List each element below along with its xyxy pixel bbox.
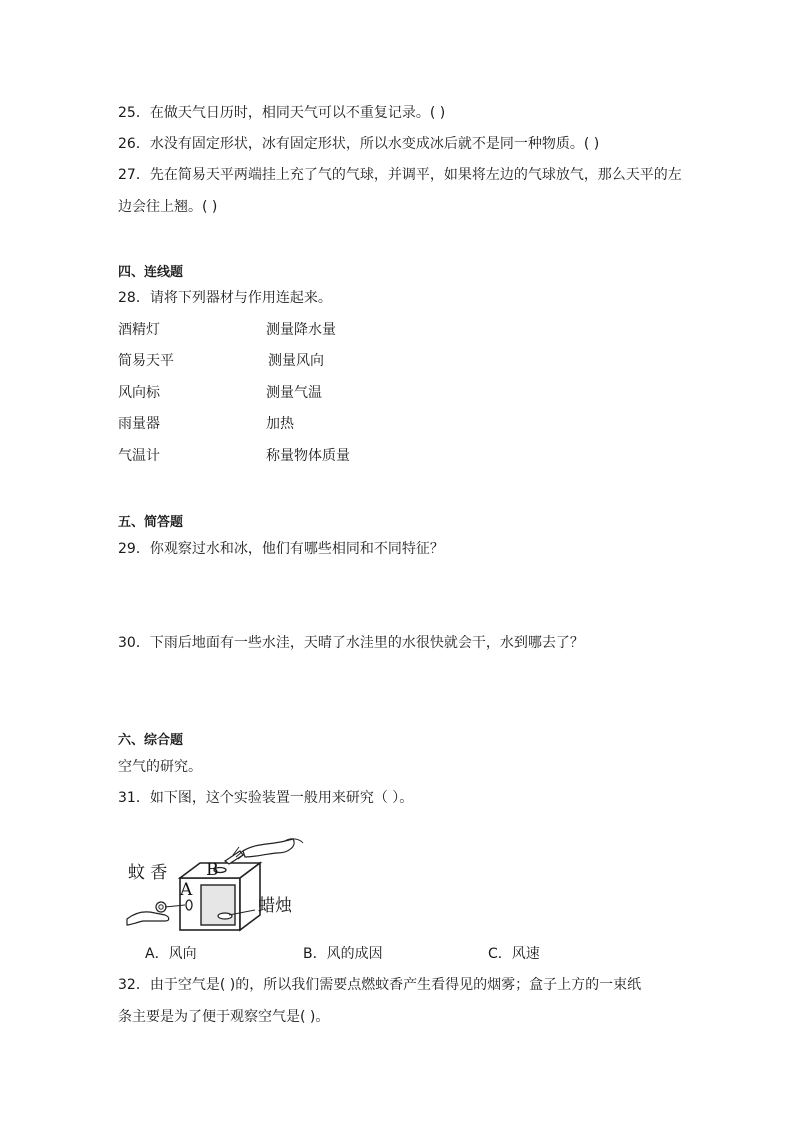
option-b: B．风的成因 — [303, 946, 383, 962]
matching-left-item: 简易天平 — [118, 353, 174, 369]
question-25: 25．在做天气日历时，相同天气可以不重复记录。( ) — [118, 105, 446, 121]
hole-a — [186, 900, 192, 910]
hand-top-shape — [243, 839, 294, 857]
matching-left-item: 气温计 — [118, 448, 160, 464]
label-incense: 蚊 香 — [128, 863, 168, 883]
question-27-line-2: 边会往上翘。( ) — [118, 199, 218, 215]
question-29: 29．你观察过水和冰，他们有哪些相同和不同特征？ — [118, 541, 444, 557]
label-b: B — [206, 860, 219, 880]
question-30: 30．下雨后地面有一些水洼，天晴了水洼里的水很快就会干，水到哪去了？ — [118, 635, 584, 651]
section-heading-comprehensive: 六、综合题 — [118, 733, 184, 748]
matching-right-item: 称量物体质量 — [266, 448, 350, 464]
matching-left-item: 酒精灯 — [118, 322, 160, 338]
question-27-line-1: 27．先在简易天平两端挂上充了气的气球，并调平，如果将左边的气球放气，那么天平的左 — [118, 167, 682, 183]
section-heading-short-answer: 五、简答题 — [118, 515, 184, 530]
question-32-line-2: 条主要是为了便于观察空气是( )。 — [118, 1009, 330, 1025]
hand-bottom-shape — [127, 912, 169, 925]
box-window — [201, 885, 235, 925]
matching-right-item: 测量气温 — [266, 385, 322, 401]
matching-left-item: 风向标 — [118, 385, 160, 401]
section-heading-matching: 四、连线题 — [118, 265, 184, 280]
incense-coil — [156, 902, 166, 912]
label-candle: 蜡烛 — [258, 896, 292, 916]
option-c: C．风速 — [488, 946, 540, 962]
question-28: 28．请将下列器材与作用连起来。 — [118, 290, 332, 306]
matching-right-item: 测量风向 — [268, 353, 324, 369]
question-26: 26．水没有固定形状，冰有固定形状，所以水变成冰后就不是同一种物质。( ) — [118, 136, 600, 152]
matching-left-item: 雨量器 — [118, 416, 160, 432]
matching-right-item: 加热 — [266, 416, 294, 432]
candle-shape — [218, 913, 232, 919]
option-a: A．风向 — [145, 946, 197, 962]
comprehensive-intro: 空气的研究。 — [118, 759, 202, 775]
question-32-line-1: 32．由于空气是( )的，所以我们需要点燃蚊香产生看得见的烟雾；盒子上方的一束纸 — [118, 977, 642, 993]
experiment-box-figure — [125, 833, 310, 933]
matching-right-item: 测量降水量 — [266, 322, 336, 338]
question-31: 31．如下图，这个实验装置一般用来研究（ ）。 — [118, 790, 414, 806]
label-a: A — [180, 880, 193, 900]
